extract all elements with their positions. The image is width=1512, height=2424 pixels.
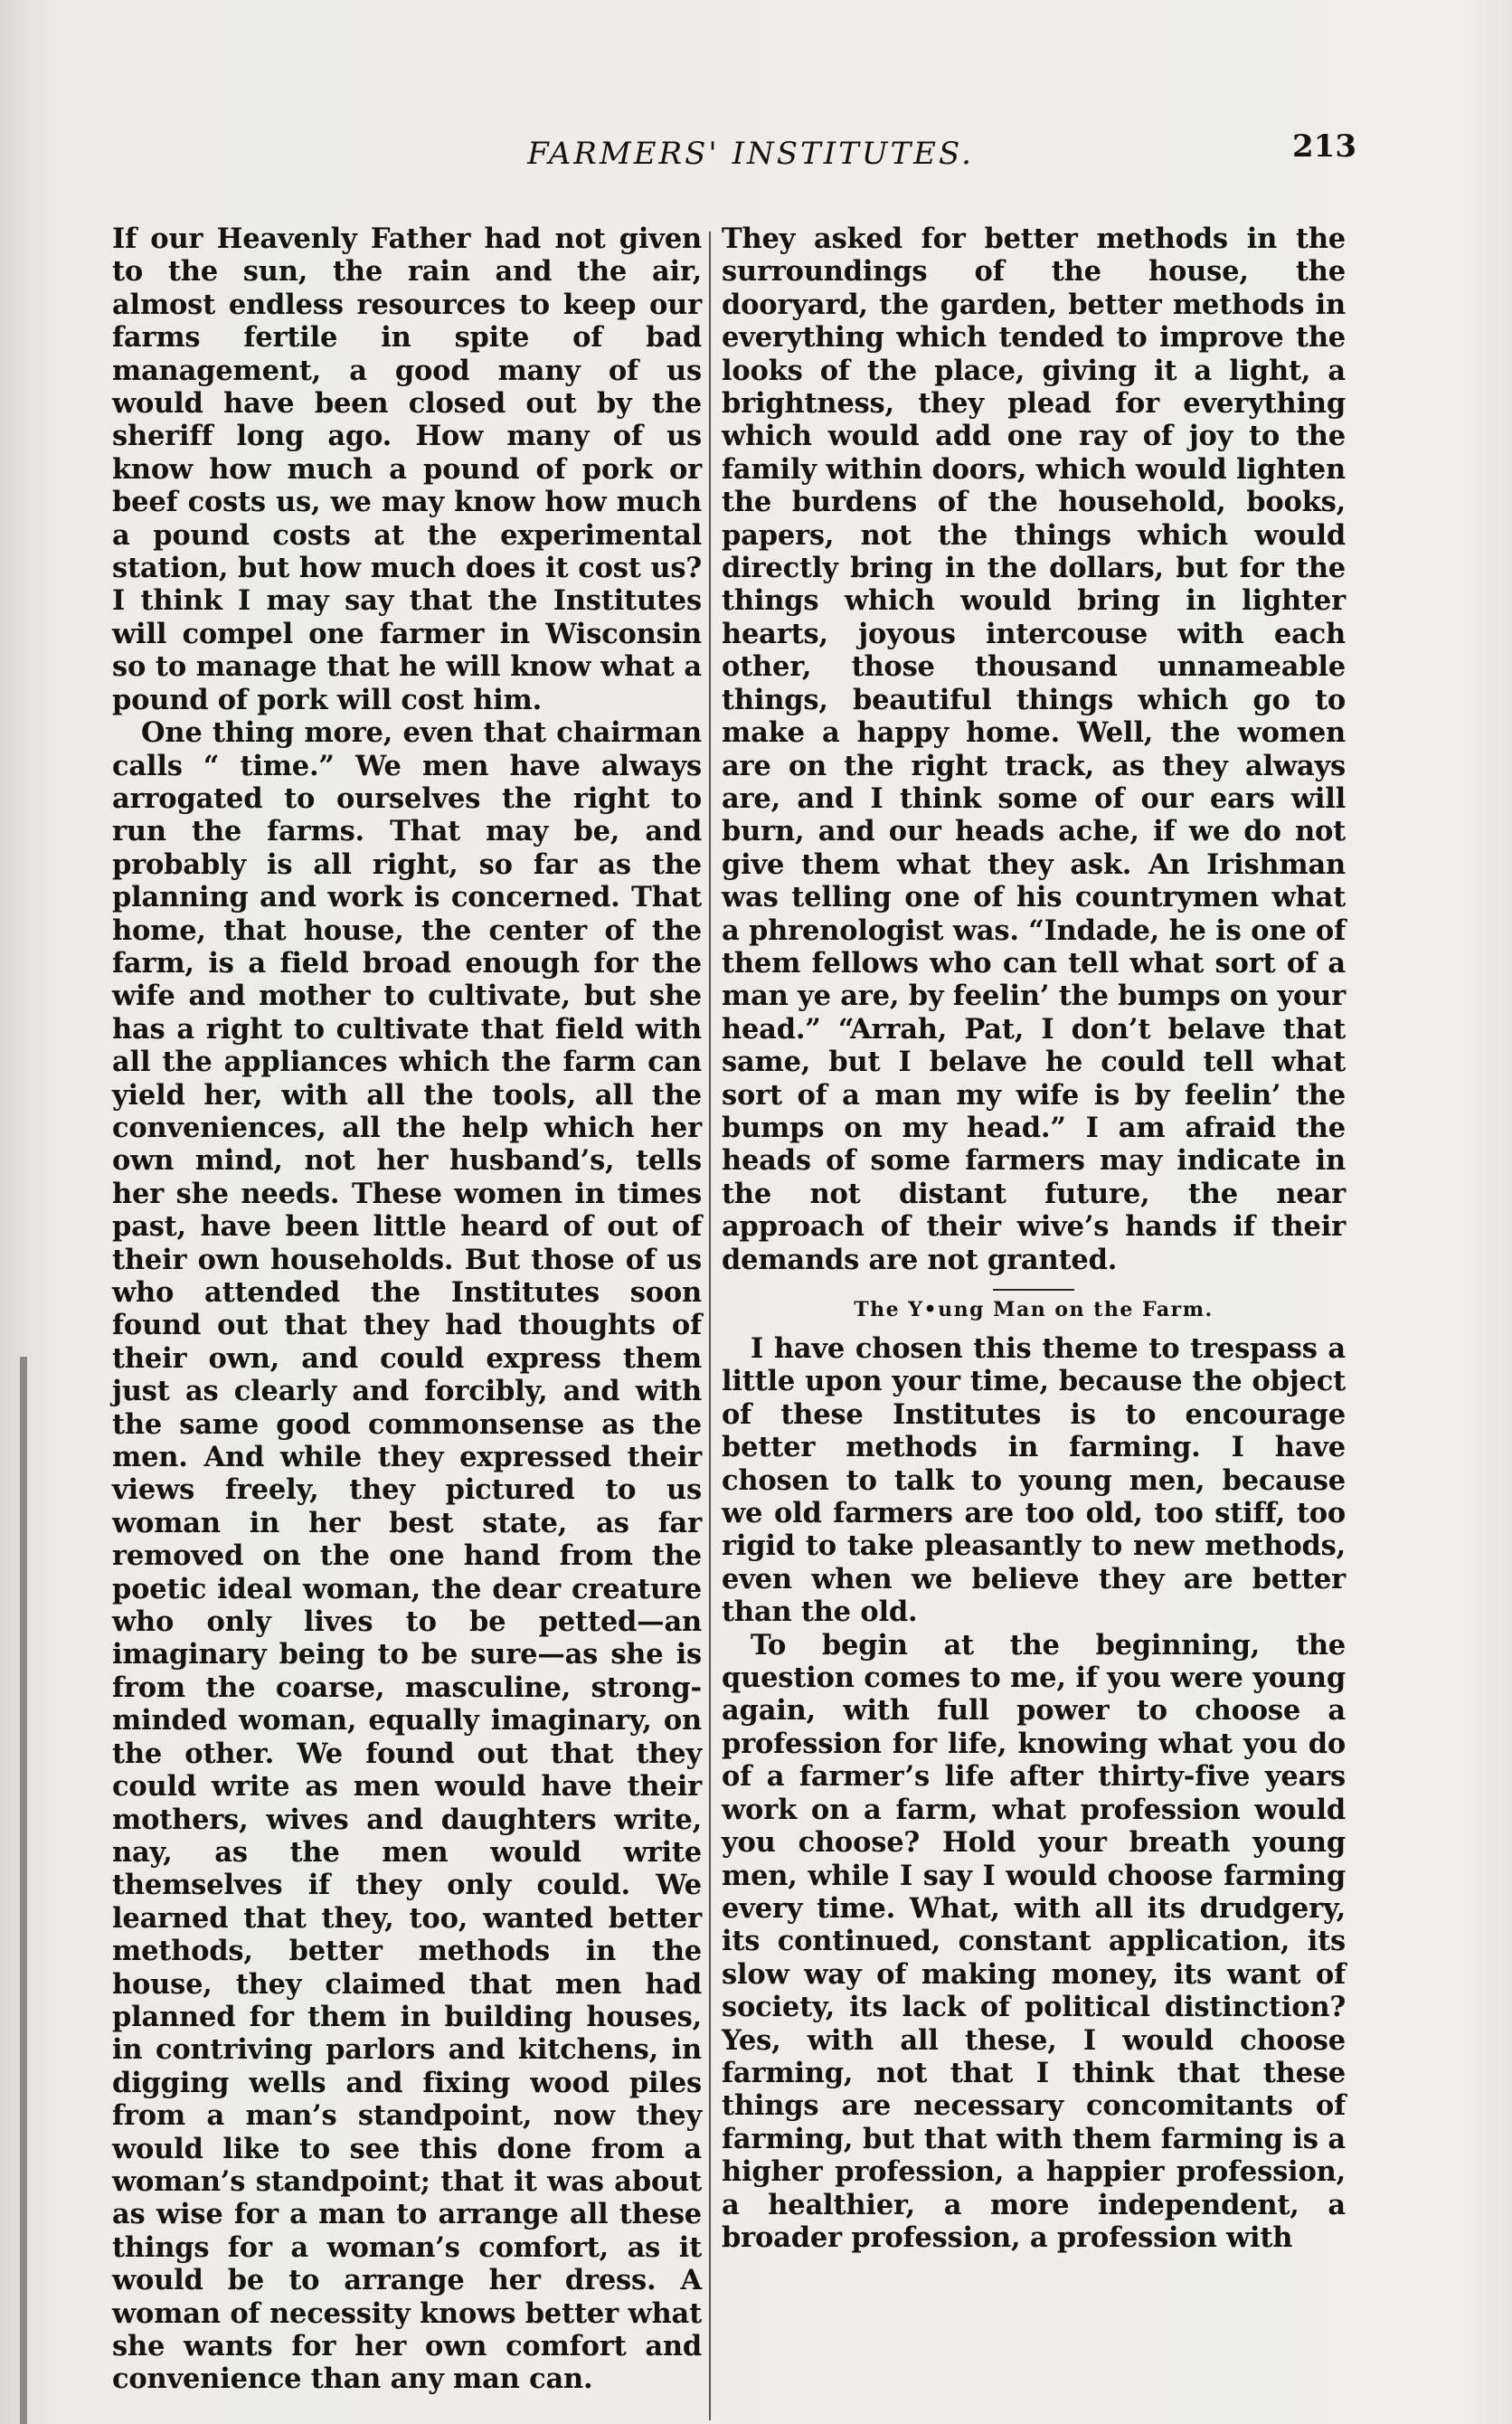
paragraph: If our Heavenly Father had not given to the sun, the rain and the air, almost endless resources to keep our farms fertile in spite of bad management, a good many of us would have been closed out by the sheriff long ago. How many of us know how much a pound of pork or beef costs us, we may know how much a pound costs at the experimental station, but how much does it cost us? I think I may say that the Institutes will compel one farmer in Wisconsin so to manage that he will know what a pound of pork will cost him. (112, 223, 702, 716)
column-divider (709, 232, 711, 2420)
paragraph: To begin at the beginning, the question comes to me, if you were young again, with full power to choose a profession for life, knowing what you do of a farmer’s life after thirty-five years work on a farm, what profession would you choose? Hold your breath young men, while I say I would choose farming every time. What, with all its drudgery, its continued, constant application, its slow way of making money, its want of society, its lack of political distinction? Yes, with all these, I would choose farming, not that I think that these things are necessary concomitants of farming, but that with them farming is a higher profession, a happier profession, a healthier, a more independent, a broader profession, a profession with (722, 1628, 1346, 2254)
page-number: 213 (1292, 128, 1356, 165)
right-column (722, 223, 1346, 2254)
left-column (112, 223, 702, 2396)
binding-edge-shadow (20, 1357, 27, 2424)
paragraph: One thing more, even that chairman calls “ time.” We men have always arrogated to ourselves the right to run the farms. That may be, and probably is all right, so far as the planning and work is concerned. That home, that house, the center of the farm, is a field broad enough for the wife and mother to cultivate, but she has a right to cultivate that field with all the appliances which the farm can yield her, with all the tools, all the conveniences, all the help which her own mind, not her husband’s, tells her she needs. These women in times past, have been little heard of out of their own households. But those of us who attended the Institutes soon found out that they had thoughts of their own, and could express them just as clearly and forcibly, and with the same good commonsense as the men. And while they expressed their views freely, they pictured to us woman in her best state, as far removed on the one hand from the poetic ideal woman, the dear creature who only lives to be petted—an imaginary being to be sure—as she is from the coarse, masculine, strong-minded woman, equally imaginary, on the other. We found out that they could write as men would have their mothers, wives and daughters write, nay, as the men would write themselves if they only could. We learned that they, too, wanted better methods, better methods in the house, they claimed that men had planned for them in building houses, in contriving parlors and kitchens, in digging wells and fixing wood piles from a man’s standpoint, now they would like to see this done from a woman’s standpoint; that it was about as wise for a man to arrange all these things for a woman’s comfort, as it would be to arrange her dress. A woman of necessity knows better what she wants for her own comfort and convenience than any man can. (112, 716, 702, 2396)
page-header (109, 128, 1356, 181)
section-divider (993, 1289, 1074, 1291)
running-head: FARMERS' INSTITUTES. (527, 136, 974, 172)
paragraph: They asked for better methods in the surroundings of the house, the dooryard, the garden, better methods in everything which tended to improve the looks of the place, giving it a light, a brightness, they plead for everything which would add one ray of joy to the family within doors, which would lighten the burdens of the household, books, papers, not the things which would directly bring in the dollars, but for the things which would bring in lighter hearts, joyous intercouse with each other, those thousand unnameable things, beautiful things which go to make a happy home. Well, the women are on the right track, as they always are, and I think some of our ears will burn, and our heads ache, if we do not give them what they ask. An Irishman was telling one of his countrymen what a phrenologist was. “Indade, he is one of them fellows who can tell what sort of a man ye are, by feelin’ the bumps on your head.” “Arrah, Pat, I don’t belave that same, but I belave he could tell what sort of a man my wife is by feelin’ the bumps on my head.” I am afraid the heads of some farmers may indicate in the not distant future, the near approach of their wive’s hands if their demands are not granted. (722, 223, 1346, 1276)
section-heading: The Y•ung Man on the Farm. (854, 1298, 1214, 1321)
paragraph: I have chosen this theme to trespass a little upon your time, because the object of these Institutes is to encourage better methods in farming. I have chosen to talk to young men, because we old farmers are too old, too stiff, too rigid to take pleasantly to new methods, even when we believe they are better than the old. (722, 1332, 1346, 1629)
